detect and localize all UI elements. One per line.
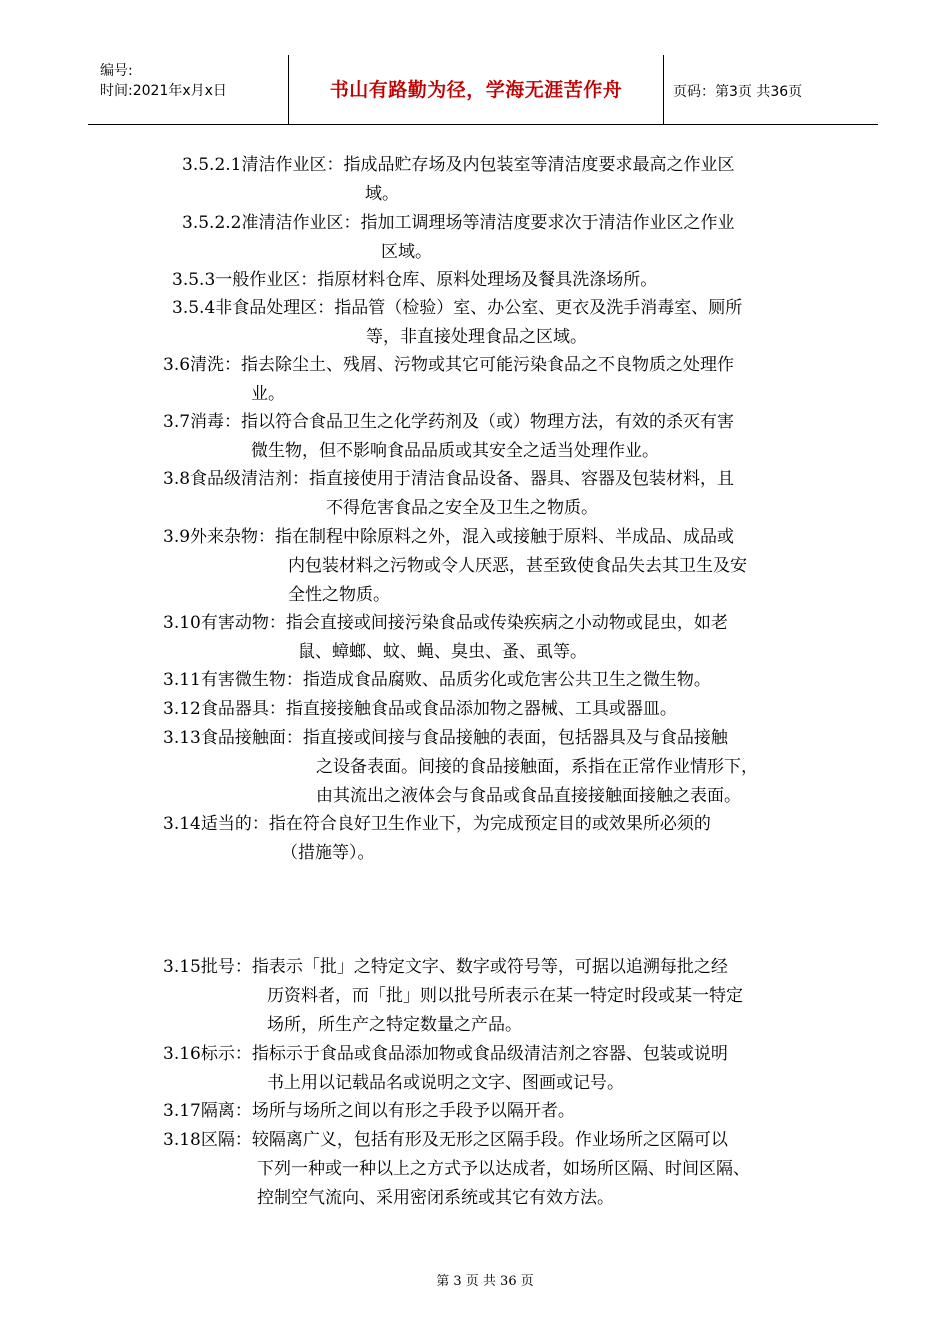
header-page-info: 页码：第3页 共36页 [673, 84, 803, 100]
item-number: 3.14 [163, 814, 201, 834]
definition-item [163, 695, 677, 724]
item-continuation: 内包装材料之污物或令人厌恶，甚至致使食品失去其卫生及安 [288, 556, 747, 576]
definition-item [172, 266, 657, 295]
number-label: 编号: [100, 63, 133, 79]
item-number: 3.18 [163, 1130, 201, 1150]
item-continuation: 之设备表面。间接的食品接触面，系指在正常作业情形下， [316, 757, 758, 777]
item-continuation: 微生物，但不影响食品品质或其安全之适当处理作业。 [251, 441, 659, 461]
item-text: 有害动物：指会直接或间接污染食品或传染疾病之小动物或昆虫，如老 [200, 613, 728, 633]
item-continuation: 场所，所生产之特定数量之产品。 [267, 1015, 522, 1035]
item-continuation: 由其流出之液体会与食品或食品直接接触面接触之表面。 [316, 786, 741, 806]
definition-item [163, 609, 728, 667]
item-continuation: 鼠、蟑螂、蚊、蝇、臭虫、蚤、虱等。 [298, 642, 587, 662]
item-number: 3.10 [163, 613, 201, 633]
item-text: 一般作业区：指原材料仓库、原料处理场及餐具洗涤场所。 [215, 270, 658, 290]
item-text: 区隔：较隔离广义，包括有形及无形之区隔手段。作业场所之区隔可以 [200, 1130, 728, 1150]
item-number: 3.17 [163, 1101, 201, 1121]
item-text: 食品级清洁剂：指直接使用于清洁食品设备、器具、容器及包装材料，且 [190, 469, 735, 489]
header-divider [663, 55, 664, 124]
item-text: 消毒：指以符合食品卫生之化学药剂及（或）物理方法，有效的杀灭有害 [190, 412, 735, 432]
item-number: 3.5.3 [172, 270, 216, 290]
item-continuation: 控制空气流向、采用密闭系统或其它有效方法。 [257, 1188, 614, 1208]
definition-item [182, 209, 734, 267]
item-text: 标示：指标示于食品或食品添加物或食品级清洁剂之容器、包装或说明 [200, 1044, 728, 1064]
item-number: 3.5.2.2 [182, 213, 242, 233]
definition-item [163, 465, 734, 523]
item-continuation: 书上用以记载品名或说明之文字、图画或记号。 [267, 1073, 624, 1093]
definition-item [163, 408, 734, 466]
item-text: 清洗：指去除尘土、残屑、污物或其它可能污染食品之不良物质之处理作 [190, 355, 735, 375]
header-meta [100, 61, 227, 101]
item-number: 3.12 [163, 699, 201, 719]
item-number: 3.16 [163, 1044, 201, 1064]
item-continuation: 不得危害食品之安全及卫生之物质。 [326, 498, 598, 518]
item-number: 3.11 [163, 670, 201, 690]
item-continuation: 域。 [365, 184, 399, 204]
item-number: 3.5.2.1 [182, 155, 242, 175]
item-text: 外来杂物：指在制程中除原料之外，混入或接触于原料、半成品、成品或 [190, 527, 735, 547]
item-continuation: 区域。 [381, 242, 432, 262]
item-text: 准清洁作业区：指加工调理场等清洁度要求次于清洁作业区之作业 [241, 213, 735, 233]
definition-item [163, 724, 758, 811]
item-continuation: 下列一种或一种以上之方式予以达成者，如场所区隔、时间区隔、 [257, 1159, 750, 1179]
definition-item [163, 953, 743, 1040]
item-continuation: 业。 [251, 384, 285, 404]
time-label: 时间:2021年x月x日 [100, 83, 227, 99]
item-continuation: （措施等）。 [281, 843, 375, 863]
item-number: 3.6 [163, 355, 191, 375]
item-continuation: 全性之物质。 [288, 585, 390, 605]
definition-item [163, 1097, 575, 1126]
definition-item [163, 810, 711, 868]
item-text: 隔离：场所与场所之间以有形之手段予以隔开者。 [200, 1101, 575, 1121]
definition-item [163, 666, 711, 695]
item-number: 3.5.4 [172, 298, 216, 318]
page-header [88, 55, 878, 125]
item-text: 批号：指表示「批」之特定文字、数字或符号等，可据以追溯每批之经 [200, 957, 728, 977]
item-text: 非食品处理区：指品管（检验）室、办公室、更衣及洗手消毒室、厕所 [215, 298, 743, 318]
definition-item [172, 294, 742, 352]
definition-item [182, 151, 734, 209]
item-text: 食品器具：指直接接触食品或食品添加物之器械、工具或器皿。 [200, 699, 677, 719]
item-continuation: 等，非直接处理食品之区域。 [366, 327, 587, 347]
item-number: 3.13 [163, 728, 201, 748]
definition-item [163, 351, 734, 409]
item-continuation: 历资料者，而「批」则以批号所表示在某一特定时段或某一特定 [267, 986, 743, 1006]
definition-item [163, 523, 747, 610]
item-text: 清洁作业区：指成品贮存场及内包装室等清洁度要求最高之作业区 [241, 155, 735, 175]
item-number: 3.9 [163, 527, 191, 547]
header-motto: 书山有路勤为径，学海无涯苦作舟 [329, 79, 623, 101]
item-text: 适当的：指在符合良好卫生作业下，为完成预定目的或效果所必须的 [200, 814, 711, 834]
item-number: 3.8 [163, 469, 191, 489]
definition-item [163, 1126, 750, 1213]
item-text: 食品接触面：指直接或间接与食品接触的表面，包括器具及与食品接触 [200, 728, 728, 748]
item-text: 有害微生物：指造成食品腐败、品质劣化或危害公共卫生之微生物。 [200, 670, 711, 690]
definition-item [163, 1040, 728, 1098]
item-number: 3.7 [163, 412, 191, 432]
page-footer: 第 3 页 共 36 页 [436, 1274, 534, 1289]
item-number: 3.15 [163, 957, 201, 977]
